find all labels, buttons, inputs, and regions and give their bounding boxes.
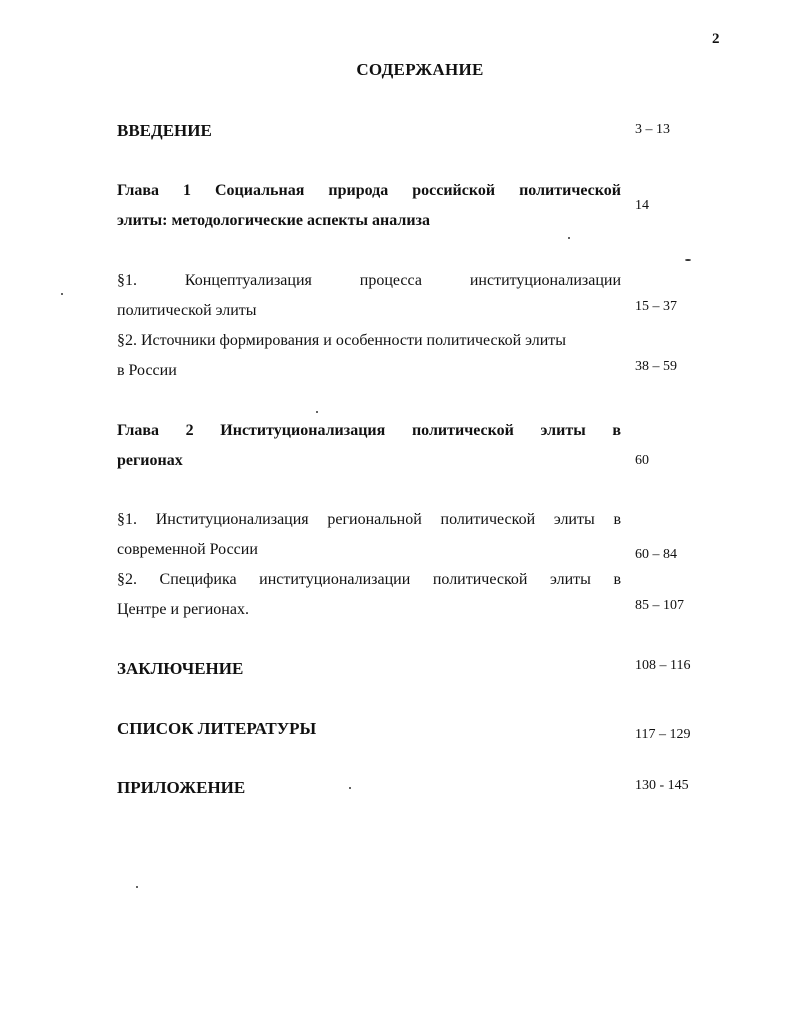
toc-entry-references xyxy=(117,714,621,744)
toc-entry-chapter-2-section-1 xyxy=(117,505,621,565)
toc-pages-chapter-1-section-1: 15 – 37 xyxy=(635,299,677,314)
scan-speck xyxy=(568,237,570,239)
toc-entry-line: §1. Институционализация региональной политической элиты в xyxy=(117,511,621,528)
toc-title: СОДЕРЖАНИЕ xyxy=(356,60,484,79)
scan-speck xyxy=(136,886,138,888)
toc-entry-appendix xyxy=(117,773,621,803)
toc-entry-chapter-1 xyxy=(117,176,621,236)
toc-entry-label: ПРИЛОЖЕНИЕ xyxy=(117,778,246,797)
toc-entry-line: политической элиты xyxy=(117,302,257,319)
scan-speck xyxy=(685,259,691,261)
toc-entry-line: Глава 2 Институционализация политической элиты в xyxy=(117,422,621,439)
toc-entry-conclusion xyxy=(117,654,621,684)
toc-entry-chapter-2 xyxy=(117,416,621,476)
toc-entry-line: элиты: методологические аспекты анализа xyxy=(117,212,430,229)
toc-entry-line: §1. Концептуализация процесса институционализации xyxy=(117,272,621,289)
scan-speck xyxy=(61,293,63,295)
toc-entry-label: ВВЕДЕНИЕ xyxy=(117,121,212,140)
toc-pages-references: 117 – 129 xyxy=(635,727,691,742)
toc-entry-chapter-2-section-2 xyxy=(117,565,621,625)
toc-entry-chapter-1-section-2 xyxy=(117,326,621,386)
toc-pages-chapter-1: 14 xyxy=(635,198,649,213)
toc-entry-line: Центре и регионах. xyxy=(117,601,249,618)
page-number: 2 xyxy=(712,31,720,47)
toc-pages-introduction: 3 – 13 xyxy=(635,122,670,137)
toc-pages-chapter-1-section-2: 38 – 59 xyxy=(635,359,677,374)
toc-entry-introduction xyxy=(117,116,621,146)
toc-entry-chapter-1-section-1 xyxy=(117,266,621,326)
toc-entry-line: регионах xyxy=(117,452,183,469)
toc-entry-label: СПИСОК ЛИТЕРАТУРЫ xyxy=(117,719,317,738)
toc-entry-label: ЗАКЛЮЧЕНИЕ xyxy=(117,659,244,678)
toc-pages-chapter-2-section-2: 85 – 107 xyxy=(635,598,684,613)
toc-pages-chapter-2-section-1: 60 – 84 xyxy=(635,547,677,562)
toc-entry-line: Глава 1 Социальная природа российской политической xyxy=(117,182,621,199)
scan-speck xyxy=(316,411,318,413)
toc-pages-conclusion: 108 – 116 xyxy=(635,658,691,673)
toc-pages-chapter-2: 60 xyxy=(635,453,649,468)
toc-entry-line: современной России xyxy=(117,541,258,558)
scan-speck xyxy=(349,787,351,789)
toc-pages-appendix: 130 - 145 xyxy=(635,778,689,793)
toc-entry-line: §2. Источники формирования и особенности политической элиты xyxy=(117,332,567,349)
toc-entry-line: в России xyxy=(117,362,177,379)
toc-entry-line: §2. Специфика институционализации политической элиты в xyxy=(117,571,621,588)
